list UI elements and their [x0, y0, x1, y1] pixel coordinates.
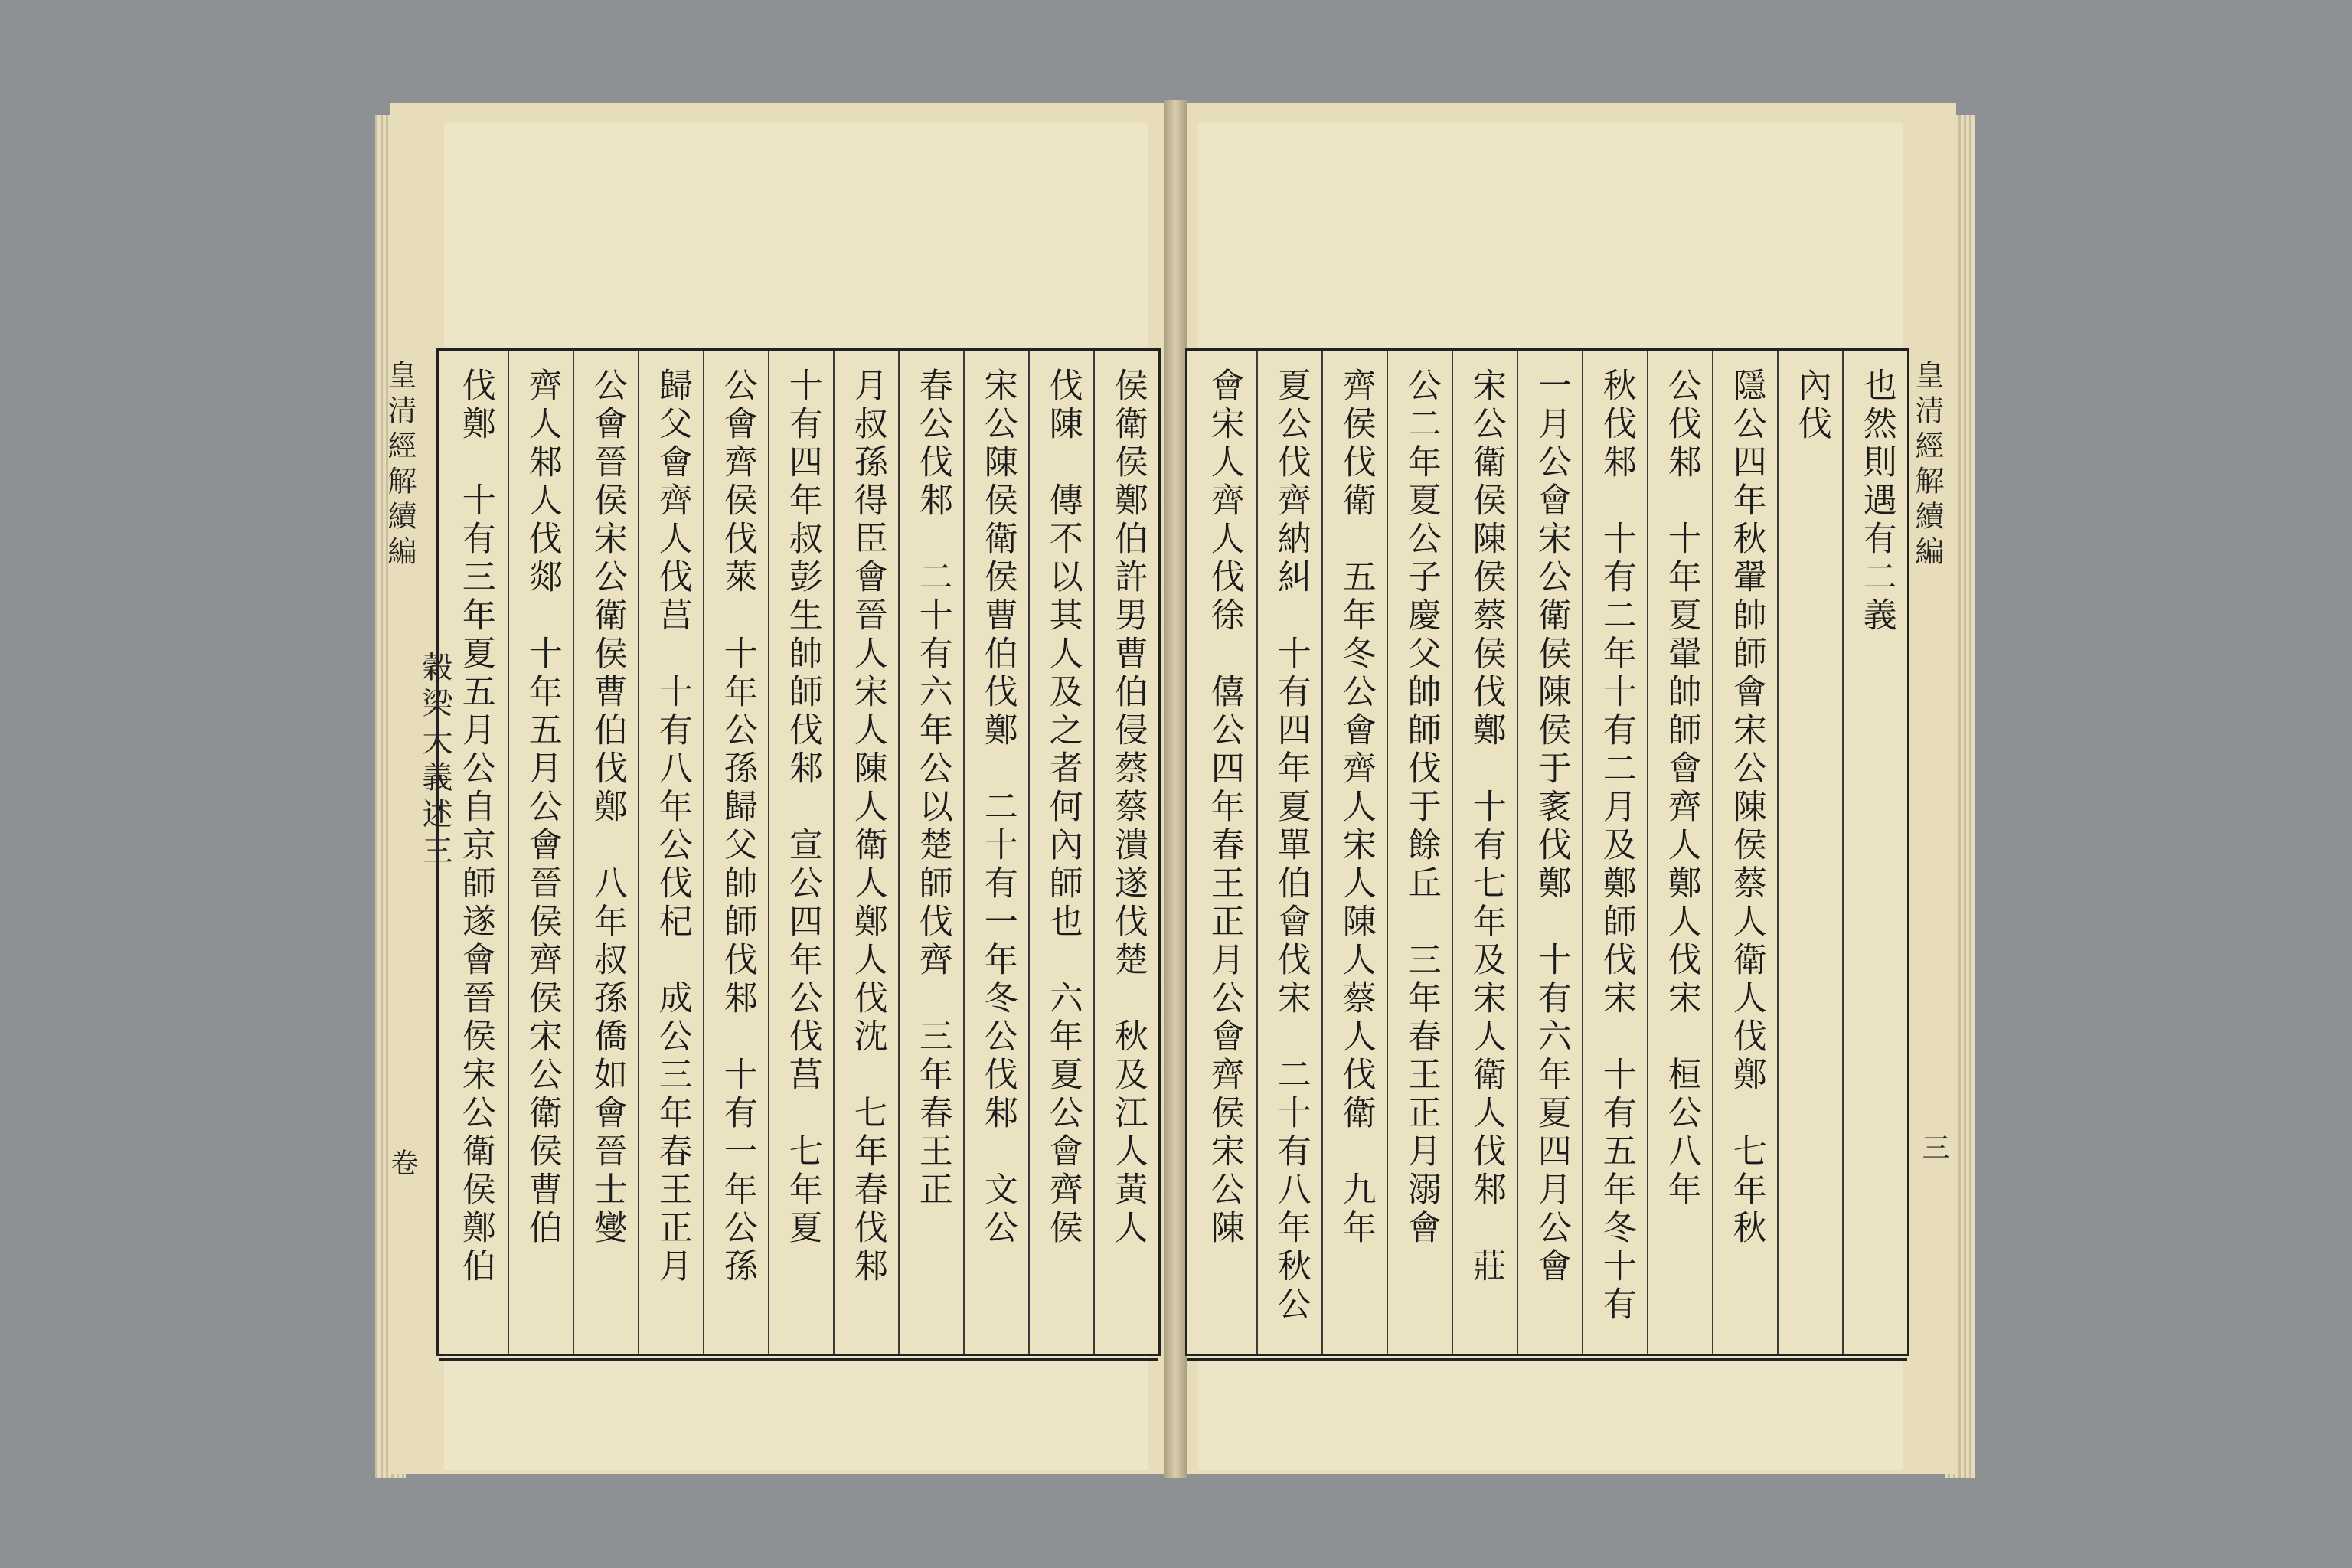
left-column-7: 公會齊侯伐萊 十年公孫歸父帥師伐邾 十有一年公孫: [703, 351, 769, 1354]
right-banner: 皇清經解續編: [1910, 360, 1944, 571]
left-column-5: 月叔孫得臣會晉人宋人陳人衛人鄭人伐沈 七年春伐邾: [833, 351, 900, 1354]
right-column-1: 也然則遇有二義: [1842, 351, 1909, 1354]
right-column-6: 一月公會宋公衛侯陳侯于袲伐鄭 十有六年夏四月公會: [1517, 351, 1583, 1354]
right-column-3: 隱公四年秋翬帥師會宋公陳侯蔡人衛人伐鄭 七年秋: [1712, 351, 1779, 1354]
left-column-11: 伐鄭 十有三年夏五月公自京師遂會晉侯宋公衛侯鄭伯: [456, 368, 495, 1286]
right-column-7: 宋公衛侯陳侯蔡侯伐鄭 十有七年及宋人衛人伐邾 莊: [1452, 351, 1518, 1354]
right-page-mark: 三: [1918, 1133, 1949, 1161]
right-column-2: 內伐: [1777, 351, 1844, 1354]
left-text-frame: [436, 348, 1161, 1356]
right-column-10: 夏公伐齊納糾 十有四年夏單伯會伐宋 二十有八年秋公: [1256, 351, 1323, 1354]
right-column-11: 會宋人齊人伐徐 僖公四年春王正月公會齊侯宋公陳: [1204, 368, 1244, 1248]
right-column-8: 公二年夏公子慶父帥師伐于餘丘 三年春王正月溺會: [1387, 351, 1453, 1354]
right-text-frame: [1185, 348, 1909, 1356]
left-column-1: 侯衛侯鄭伯許男曹伯侵蔡蔡潰遂伐楚 秋及江人黃人: [1093, 351, 1160, 1354]
right-column-9: 齊侯伐衛 五年冬公會齊人宋人陳人蔡人伐衛 九年: [1321, 351, 1388, 1354]
left-column-3: 宋公陳侯衛侯曹伯伐鄭 二十有一年冬公伐邾 文公: [963, 351, 1030, 1354]
left-column-8: 歸父會齊人伐莒 十有八年公伐杞 成公三年春王正月: [638, 351, 704, 1354]
left-column-2: 伐陳 傳不以其人及之者何內師也 六年夏公會齊侯: [1028, 351, 1095, 1354]
right-column-5: 秋伐邾 十有二年十有二月及鄭師伐宋 十有五年冬十有: [1582, 351, 1648, 1354]
right-column-4: 公伐邾 十年夏翬帥師會齊人鄭人伐宋 桓公八年: [1647, 351, 1713, 1354]
left-column-10: 齊人邾人伐郯 十年五月公會晉侯齊侯宋公衛侯曹伯: [508, 351, 574, 1354]
left-chapter-title: 穀梁大義述三: [417, 651, 452, 871]
left-column-6: 十有四年叔彭生帥師伐邾 宣公四年公伐莒 七年夏: [768, 351, 835, 1354]
book-gutter: [1164, 100, 1187, 1478]
left-page-mark: 卷: [387, 1148, 418, 1176]
left-banner: 皇清經解續編: [383, 360, 416, 571]
left-column-4: 春公伐邾 二十有六年公以楚師伐齊 三年春王正: [898, 351, 965, 1354]
left-column-9: 公會晉侯宋公衛侯曹伯伐鄭 八年叔孫僑如會晉士燮: [573, 351, 639, 1354]
